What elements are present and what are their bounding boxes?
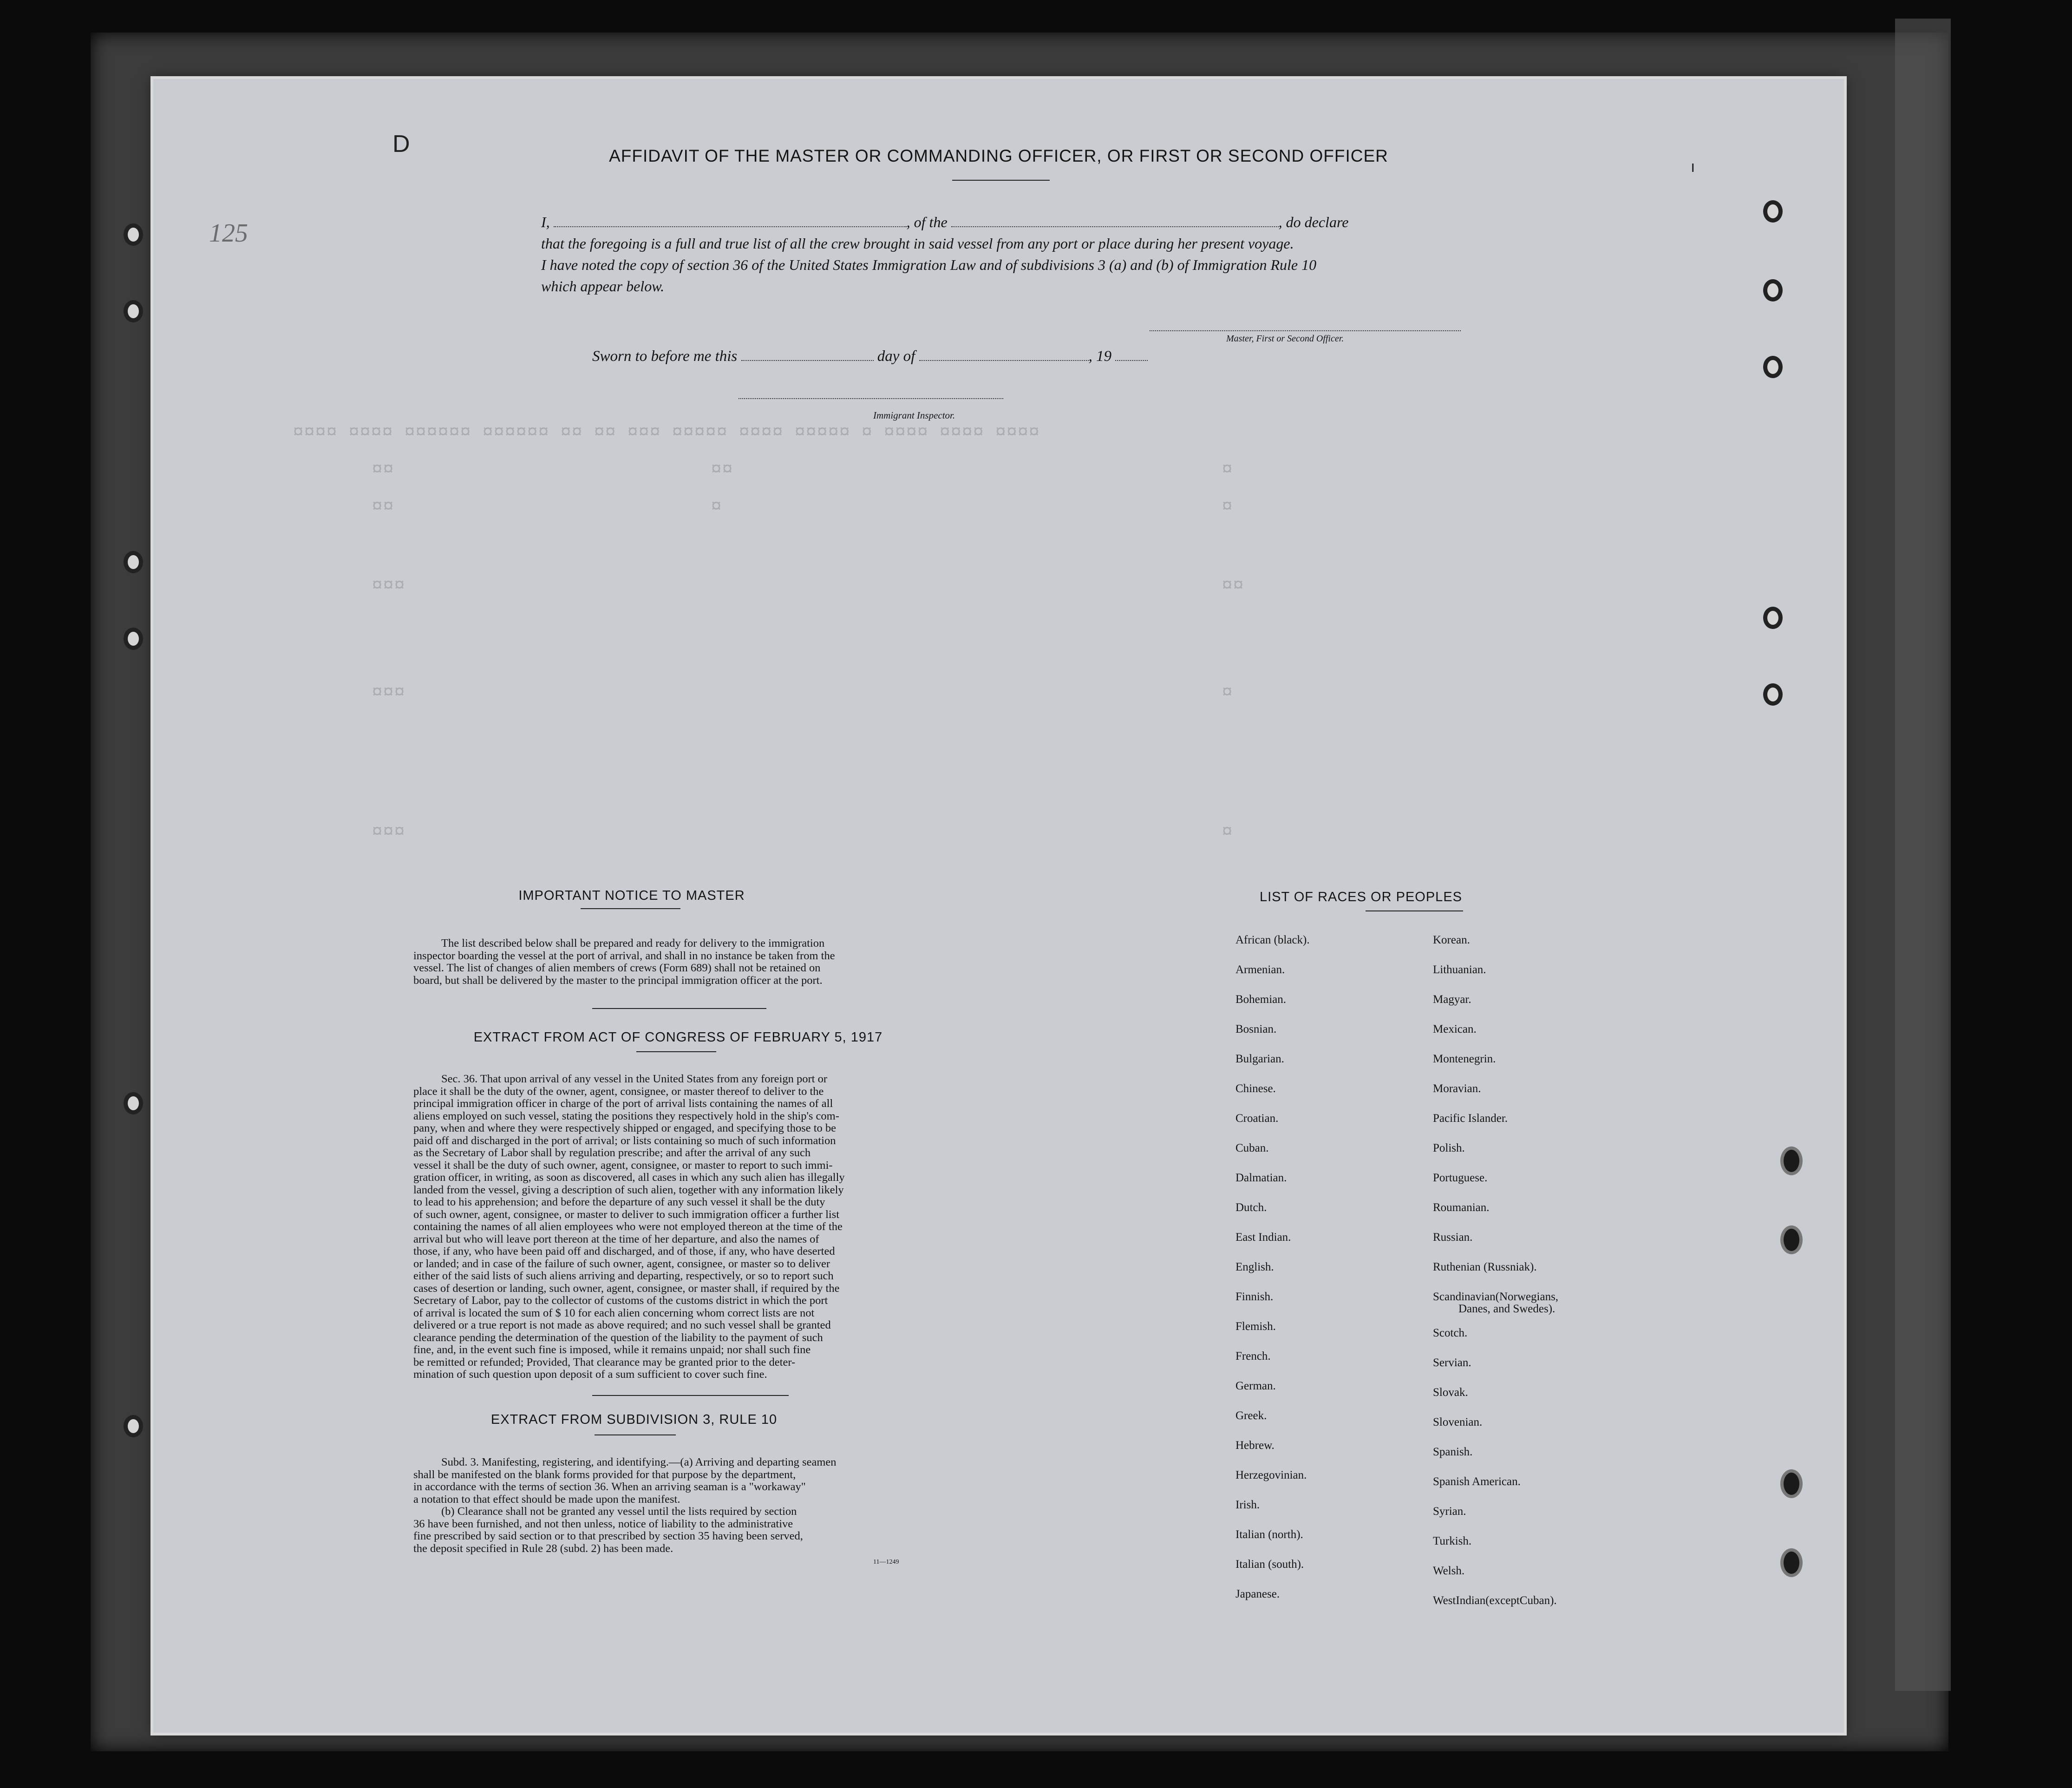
divider xyxy=(592,1395,789,1396)
divider xyxy=(592,1008,766,1009)
text-line: gration officer, in writing, as soon as discovered, all cases in which any such alien has illegally xyxy=(413,1171,845,1184)
race-item: English. xyxy=(1235,1261,1274,1273)
text-line: landed from the vessel, giving a description of such alien, together with any information likely xyxy=(413,1183,844,1196)
text-line: to lead to his apprehension; and before the departure of any such vessel it shall be the duty xyxy=(413,1196,825,1208)
race-item: Syrian. xyxy=(1433,1505,1466,1518)
race-item: Portuguese. xyxy=(1433,1172,1488,1184)
text-line: fine, and, in the event such fine is imposed, while it remains unpaid; nor shall such fine xyxy=(413,1343,811,1356)
race-item: Spanish American. xyxy=(1433,1475,1521,1488)
race-item: Montenegrin. xyxy=(1433,1053,1496,1065)
inspector-signature-field[interactable] xyxy=(739,398,1003,399)
text-line: pany, when and where they were respectively shipped or engaged, and specifying those to be xyxy=(413,1122,837,1134)
act-heading: EXTRACT FROM ACT OF CONGRESS OF FEBRUARY 5, 1917 xyxy=(473,1030,883,1045)
binder-hole xyxy=(128,632,139,646)
race-item: Roumanian. xyxy=(1433,1201,1490,1214)
race-item: Croatian. xyxy=(1235,1112,1279,1125)
divider xyxy=(581,908,680,909)
sworn-year: , 19 xyxy=(1088,348,1112,365)
text-line: shall be manifested on the blank forms provided for that purpose by the department, xyxy=(413,1468,796,1481)
race-item: Chinese. xyxy=(1235,1082,1276,1095)
race-item: Hebrew. xyxy=(1235,1439,1275,1452)
handwritten-number: 125 xyxy=(209,219,248,248)
sworn-month-field[interactable] xyxy=(919,346,1089,361)
text-line: the deposit specified in Rule 28 (subd. 2) has been made. xyxy=(413,1542,673,1555)
race-item: Dutch. xyxy=(1235,1201,1267,1214)
race-item: Korean. xyxy=(1433,934,1470,946)
race-item: Bulgarian. xyxy=(1235,1053,1284,1065)
divider xyxy=(595,1434,676,1435)
sworn-year-field[interactable] xyxy=(1115,346,1148,361)
race-item: Armenian. xyxy=(1235,963,1285,976)
binder-hole xyxy=(128,228,139,242)
text-line: fine prescribed by said section or to that prescribed by section 35 having been served, xyxy=(413,1530,803,1542)
race-item: Spanish. xyxy=(1433,1446,1473,1458)
affidavit-i: I, xyxy=(541,214,550,230)
race-item: Lithuanian. xyxy=(1433,963,1486,976)
text-line: clearance pending the determination of the question of the liability to the payment of such xyxy=(413,1331,823,1344)
race-item: Finnish. xyxy=(1235,1290,1274,1303)
race-item: Dalmatian. xyxy=(1235,1172,1287,1184)
binder-hole xyxy=(1767,283,1778,297)
race-item: Pacific Islander. xyxy=(1433,1112,1508,1125)
officer-name-field[interactable] xyxy=(554,212,907,227)
rule10-text xyxy=(413,1456,971,1555)
text-line: 36 have been furnished, and not then unless, notice of liability to the administrative xyxy=(413,1517,793,1530)
binder-hole xyxy=(128,304,139,318)
text-line: delivered or a true report is not made as above required; and no such vessel shall be granted xyxy=(413,1319,831,1331)
text-line: arrival but who will leave port thereon at the time of her departure, and also the names of xyxy=(413,1232,819,1245)
race-item: African (black). xyxy=(1235,934,1310,946)
text-line: aliens employed on such vessel, stating the positions they respectively hold in the ship's com- xyxy=(413,1109,839,1122)
affidavit-line-3: I have noted the copy of section 36 of the United States Immigration Law and of subdivisions 3 (a) and (b) of Immigration Rule 10 xyxy=(541,256,1317,273)
text-line: either of the said lists of such aliens arriving and departing, respectively, or so to report such xyxy=(413,1270,834,1282)
text-line: or landed; and in case of the failure of such owner, agent, consignee, or master so to deliver xyxy=(413,1257,830,1270)
act-text xyxy=(413,1073,971,1381)
text-line: paid off and discharged in the port of arrival; or lists containing so much of such information xyxy=(413,1134,836,1147)
binder-hole xyxy=(128,1419,139,1433)
text-line: place it shall be the duty of the owner, agent, consignee, or master thereof to deliver to the xyxy=(413,1085,824,1098)
affidavit-body xyxy=(541,211,1461,297)
race-item: Polish. xyxy=(1433,1142,1465,1154)
race-item: Bohemian. xyxy=(1235,993,1287,1006)
affidavit-declare: , do declare xyxy=(1278,214,1349,230)
race-item: Turkish. xyxy=(1433,1535,1472,1547)
sworn-prefix: Sworn to before me this xyxy=(592,348,738,365)
document-page xyxy=(153,79,1844,1733)
text-line: containing the names of all alien employees who were not employed thereon at the time of the xyxy=(413,1220,843,1233)
handwritten-corner-mark: D xyxy=(392,131,410,157)
text-line: mination of such question upon deposit of a sum sufficient to cover such fine. xyxy=(413,1368,767,1381)
race-item: Greek. xyxy=(1235,1409,1267,1422)
binder-hole xyxy=(1784,1552,1799,1574)
scanner-edge xyxy=(1895,19,1951,1691)
affidavit-line-2: that the foregoing is a full and true list of all the crew brought in said vessel from any port or place during her present voyage. xyxy=(541,235,1294,252)
binder-hole xyxy=(1784,1473,1799,1495)
text-line: inspector boarding the vessel at the port of arrival, and shall in no instance be taken from the xyxy=(413,949,835,962)
affidavit-of-the: , of the xyxy=(906,214,948,230)
race-item: Mexican. xyxy=(1433,1023,1477,1035)
race-item: WestIndian(exceptCuban). xyxy=(1433,1594,1557,1607)
text-line: Subd. 3. Manifesting, registering, and identifying.—(a) Arriving and departing seamen xyxy=(441,1456,837,1468)
text-line: cases of desertion or landing, such owner, agent, consignee, or master shall, if required by the xyxy=(413,1282,840,1295)
binder-hole xyxy=(128,555,139,569)
text-line: board, but shall be delivered by the master to the principal immigration officer at the port. xyxy=(413,974,823,987)
text-line: of such owner, agent, consignee, or master to deliver to such immigration officer a further list xyxy=(413,1208,840,1221)
race-item: Bosnian. xyxy=(1235,1023,1277,1035)
race-item: Russian. xyxy=(1433,1231,1473,1244)
vessel-name-field[interactable] xyxy=(951,212,1279,227)
master-label: Master, First or Second Officer. xyxy=(1226,334,1344,344)
binder-hole xyxy=(128,1096,139,1110)
form-number: 11—1249 xyxy=(873,1559,899,1565)
notice-text xyxy=(413,937,971,987)
text-line: those, if any, who have been paid off and discharged, and of those, if any, who have deserted xyxy=(413,1245,835,1257)
rule10-heading: EXTRACT FROM SUBDIVISION 3, RULE 10 xyxy=(490,1412,778,1427)
text-line: Sec. 36. That upon arrival of any vessel in the United States from any foreign port or xyxy=(441,1073,827,1085)
text-line: The list described below shall be prepared and ready for delivery to the immigration xyxy=(441,937,825,950)
race-item: Slovak. xyxy=(1433,1386,1468,1399)
race-item: Ruthenian (Russniak). xyxy=(1433,1261,1537,1273)
race-item-continuation: Danes, and Swedes). xyxy=(1458,1303,1556,1315)
race-item: Magyar. xyxy=(1433,993,1471,1006)
races-heading: LIST OF RACES OR PEOPLES xyxy=(1259,890,1463,904)
race-item: Herzegovinian. xyxy=(1235,1469,1307,1481)
sworn-day-of: day of xyxy=(877,348,915,365)
race-item: Scandinavian(Norwegians, xyxy=(1433,1290,1559,1303)
affidavit-title: AFFIDAVIT OF THE MASTER OR COMMANDING OFFICER, OR FIRST OR SECOND OFFICER xyxy=(609,146,1388,165)
text-line: vessel it shall be the duty of such owner, agent, consignee, or master to report to such immi- xyxy=(413,1159,833,1172)
race-item: Cuban. xyxy=(1235,1142,1269,1154)
bleed-through: ¤¤¤¤ ¤¤¤¤ ¤¤¤¤¤¤ ¤¤¤¤¤¤ ¤¤ ¤¤ ¤¤¤ ¤¤¤¤¤ ¤¤¤¤ ¤¤¤¤¤ ¤ ¤¤¤¤ ¤¤¤¤ ¤¤¤¤ ¤¤ ¤¤ ¤ ¤¤ ¤ ¤ ¤¤¤ ¤¤ ¤¤¤ ¤ ¤¤¤ ¤ xyxy=(293,423,1244,843)
affidavit-line-4: which appear below. xyxy=(541,278,665,295)
affidavit-line-1 xyxy=(541,211,1461,233)
race-item: Welsh. xyxy=(1433,1565,1465,1577)
binder-hole xyxy=(1767,611,1778,625)
binder-hole xyxy=(1767,688,1778,701)
text-line: vessel. The list of changes of alien members of crews (Form 689) shall not be retained on xyxy=(413,962,821,974)
race-item: Flemish. xyxy=(1235,1320,1276,1333)
text-line: be remitted or refunded; Provided, That clearance may be granted prior to the deter- xyxy=(413,1356,796,1369)
master-signature-field[interactable] xyxy=(1150,330,1461,331)
notice-heading: IMPORTANT NOTICE TO MASTER xyxy=(518,888,745,903)
tick-mark: ı xyxy=(1691,158,1695,176)
race-item: Italian (north). xyxy=(1235,1528,1303,1541)
binder-hole xyxy=(1784,1229,1799,1251)
race-item: Japanese. xyxy=(1235,1588,1280,1600)
race-item: Italian (south). xyxy=(1235,1558,1304,1571)
race-item: East Indian. xyxy=(1235,1231,1291,1244)
race-item: Slovenian. xyxy=(1433,1416,1483,1428)
text-line: Secretary of Labor, pay to the collector of customs of the customs district in which the port xyxy=(413,1294,828,1307)
text-line: in accordance with the terms of section 36. When an arriving seaman is a "workaway" xyxy=(413,1480,806,1493)
race-item: Moravian. xyxy=(1433,1082,1481,1095)
inspector-label: Immigrant Inspector. xyxy=(873,410,955,421)
divider xyxy=(952,180,1050,181)
text-line: principal immigration officer in charge of the port of arrival lists containing the names of all xyxy=(413,1097,833,1110)
text-line: (b) Clearance shall not be granted any vessel until the lists required by section xyxy=(441,1505,797,1518)
divider xyxy=(636,1051,716,1052)
sworn-day-field[interactable] xyxy=(741,346,874,361)
race-item: Irish. xyxy=(1235,1499,1260,1511)
text-line: a notation to that effect should be made upon the manifest. xyxy=(413,1493,680,1506)
binder-hole xyxy=(1784,1150,1799,1172)
text-line: as the Secretary of Labor shall by regulation prescribe; and after the arrival of any such xyxy=(413,1146,811,1159)
race-item: Scotch. xyxy=(1433,1327,1468,1339)
binder-hole xyxy=(1767,204,1778,218)
race-item: French. xyxy=(1235,1350,1271,1362)
sworn-line xyxy=(592,346,1148,365)
race-item: Servian. xyxy=(1433,1356,1471,1369)
race-item: German. xyxy=(1235,1380,1276,1392)
binder-hole xyxy=(1767,360,1778,374)
text-line: of arrival is located the sum of $ 10 for each alien concerning whom correct lists are not xyxy=(413,1306,815,1319)
divider xyxy=(1366,910,1463,911)
